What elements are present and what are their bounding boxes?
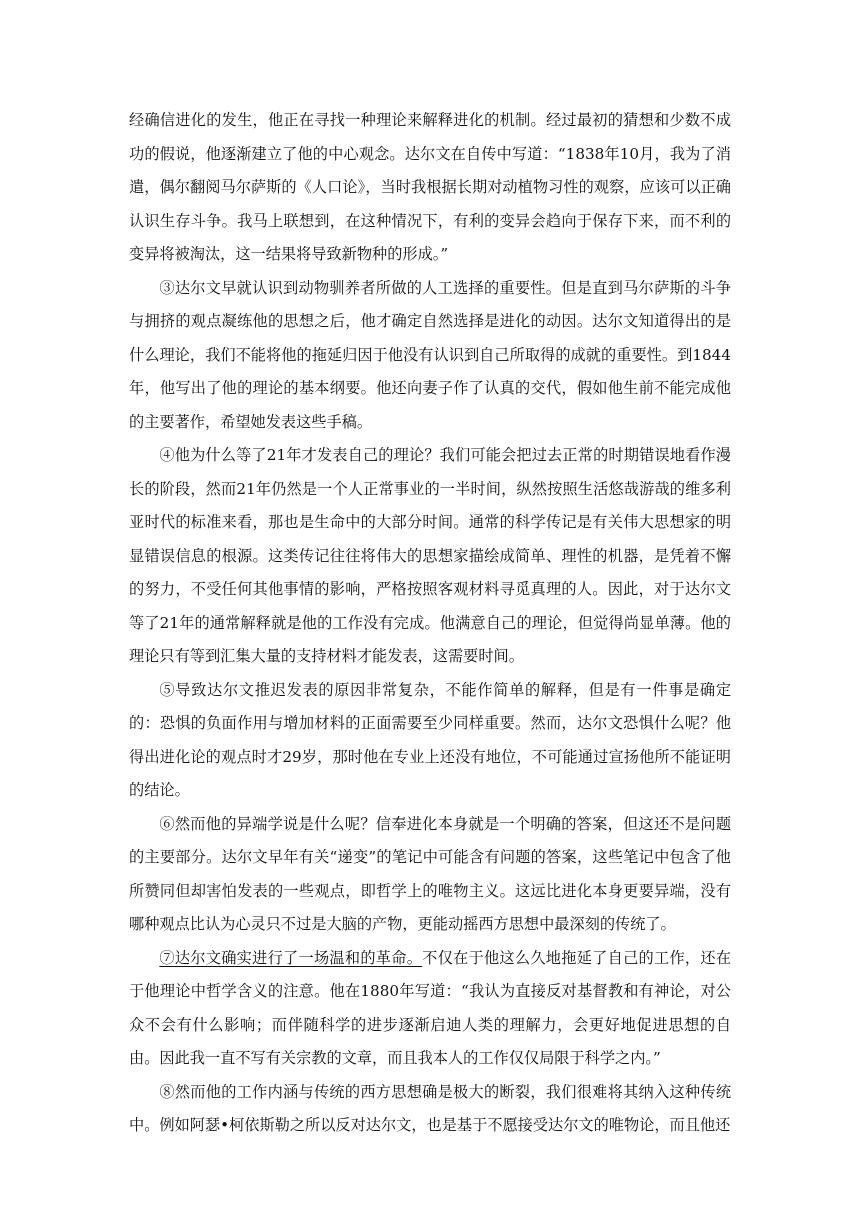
document-page (129, 104, 731, 1143)
paragraph-7 (129, 942, 731, 1076)
paragraph-3: ③达尔文早就认识到动物驯养者所做的人工选择的重要性。但是直到马尔萨斯的斗争与拥挤的观点凝练他的思想之后，他才确定自然选择是进化的动因。达尔文知道得出的是什么理论，我们不能将他的拖延归因于他没有认识到自己所取得的成就的重要性。到1844年，他写出了他的理论的基本纲要。他还向妻子作了认真的交代，假如他生前不能完成他的主要著作，希望她发表这些手稿。 (129, 278, 731, 431)
paragraph-6: ⑥然而他的异端学说是什么呢？信奉进化本身就是一个明确的答案，但这还不是问题的主要部分。达尔文早年有关“递变”的笔记中可能含有问题的答案，这些笔记中包含了他所赞同但却害怕发表的一些观点，即哲学上的唯物主义。这远比进化本身更要异端，没有哪种观点比认为心灵只不过是大脑的产物，更能动摇西方思想中最深刻的传统了。 (129, 814, 731, 933)
paragraph-intro: 经确信进化的发生，他正在寻找一种理论来解释进化的机制。经过最初的猜想和少数不成功的假说，他逐渐建立了他的中心观念。达尔文在自传中写道：“1838年10月，我为了消遣，偶尔翻阅马尔萨斯的《人口论》，当时我根据长期对动植物习性的观察，应该可以正确认识生存斗争。我马上联想到，在这种情况下，有利的变异会趋向于保存下来，而不利的变异将被淘汰，这一结果将导致新物种的形成。” (129, 111, 731, 263)
paragraph-5: ⑤导致达尔文推迟发表的原因非常复杂，不能作简单的解释，但是有一件事是确定的：恐惧的负面作用与增加材料的正面需要至少同样重要。然而，达尔文恐惧什么呢？他得出进化论的观点时才29岁，那时他在专业上还没有地位，不可能通过宣扬他所不能证明的结论。 (129, 680, 731, 799)
underlined-sentence: ⑦达尔文确实进行了一场温和的革命。 (159, 948, 423, 967)
paragraph-7-rest: 不仅在于他这么久地拖延了自己的工作，还在于他理论中哲学含义的注意。他在1880年写道：“我认为直接反对基督教和有神论，对公众不会有什么影响；而伴随科学的进步逐渐启迪人类的理解力，会更好地促进思想的自由。因此我一直不写有关宗教的文章，而且我本人的工作仅仅局限于科学之内。” (129, 948, 732, 1067)
paragraph-8: ⑧然而他的工作内涵与传统的西方思想确是极大的断裂，我们很难将其纳入这种传统中。例如阿瑟•柯依斯勒之所以反对达尔文，也是基于不愿接受达尔文的唯物论，而且他还 (129, 1082, 731, 1134)
paragraph-4: ④他为什么等了21年才发表自己的理论？我们可能会把过去正常的时期错误地看作漫长的阶段，然而21年仍然是一个人正常事业的一半时间，纵然按照生活悠哉游哉的维多利亚时代的标准来看，那也是生命中的大部分时间。通常的科学传记是有关伟大思想家的明显错误信息的根源。这类传记往往将伟大的思想家描绘成简单、理性的机器，是凭着不懈的努力，不受任何其他事情的影响，严格按照客观材料寻觅真理的人。因此，对于达尔文等了21年的通常解释就是他的工作没有完成。他满意自己的理论，但觉得尚显单薄。他的理论只有等到汇集大量的支持材料才能发表，这需要时间。 (129, 446, 731, 665)
